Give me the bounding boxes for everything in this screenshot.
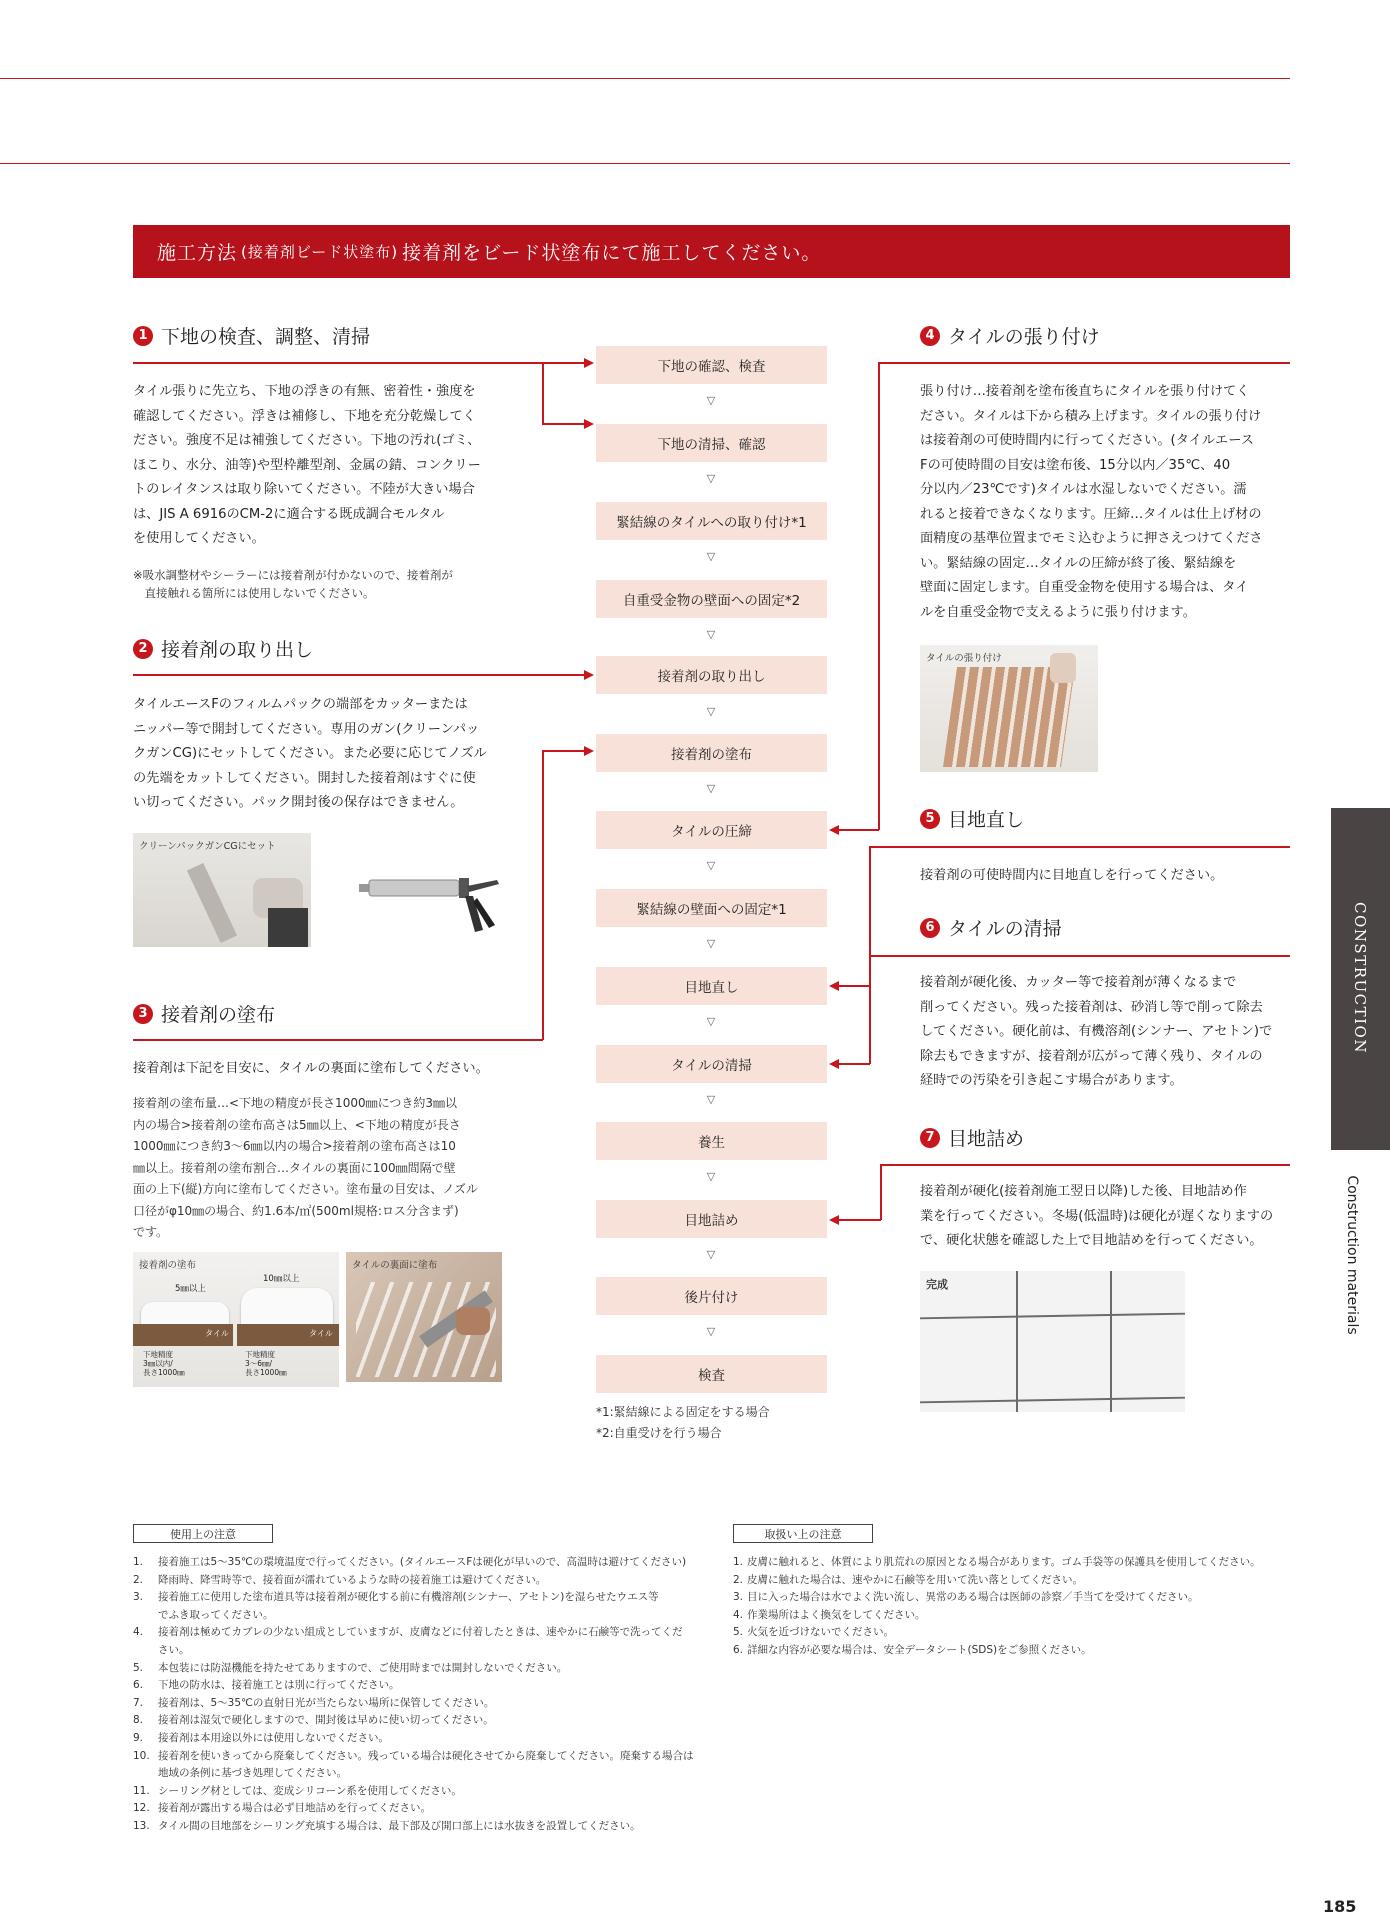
text-line: です。 — [133, 1225, 169, 1239]
list-item — [133, 1765, 713, 1783]
flow-step-6: 接着剤の塗布 — [596, 734, 827, 772]
accuracy-label-right: 下地精度 3～6㎜/ 長さ1000㎜ — [245, 1350, 287, 1377]
flow-step-13: 後片付け — [596, 1277, 827, 1315]
tile-label-right: タイル — [309, 1329, 333, 1338]
flow-arrow: ▽ — [706, 1248, 716, 1261]
section-3-connector — [133, 1039, 543, 1041]
section-6-arrow — [829, 1059, 839, 1069]
item-number: 4. — [733, 1608, 744, 1621]
note-line: 直接触れる箇所には使用しないでください。 — [133, 586, 375, 600]
section-5-number: 5 — [920, 809, 940, 829]
back-application-photo — [346, 1252, 502, 1382]
item-text: 地域の条例に基づき処理してください。 — [158, 1767, 347, 1780]
item-text: 接着施工に使用した塗布道具等は接着剤が硬化する前に有機溶剤(シンナー、アセトン)を湿らせたウエス等 — [158, 1591, 659, 1604]
item-number: 8. — [133, 1714, 144, 1727]
section-1-number: 1 — [133, 326, 153, 346]
item-number: 5. — [733, 1626, 744, 1639]
section-4-arrow — [829, 825, 839, 835]
top-rule-2 — [0, 163, 1290, 164]
section-3-body — [133, 1093, 523, 1244]
list-item — [133, 1624, 713, 1642]
flow-arrow: ▽ — [706, 782, 716, 795]
flow-arrow: ▽ — [706, 394, 716, 407]
flow-step-14: 検査 — [596, 1355, 827, 1393]
hand-shape-2 — [456, 1307, 490, 1335]
list-item — [133, 1783, 713, 1801]
item-number: 2. — [733, 1573, 744, 1586]
section-1-connector-2 — [542, 423, 585, 425]
section-1-connector — [133, 362, 585, 364]
section-4-body — [920, 380, 1295, 625]
list-item — [133, 1818, 713, 1836]
section-3-connector-vertical — [542, 750, 544, 1040]
item-text: 接着剤は、5～35℃の直射日光が当たらない場所に保管してください。 — [158, 1696, 495, 1709]
section-3-connector-2 — [542, 750, 585, 752]
section-5-title: 目地直し — [948, 809, 1025, 831]
item-number — [133, 1765, 158, 1783]
gun-tube-shape — [187, 863, 237, 943]
bead-shape-left — [141, 1302, 229, 1324]
section-6-heading — [920, 914, 1062, 941]
text-line: 確認してください。浮きは補修し、下地を充分乾燥してく — [133, 408, 476, 424]
text-line: 壁面に固定します。自重受金物を使用する場合は、タイ — [920, 580, 1249, 595]
section-3-title: 接着剤の塗布 — [161, 1004, 276, 1026]
hand-shape-3 — [1050, 653, 1076, 683]
text-line: Fの可使時間の目安は塗布後、15分以内／35℃、40 — [920, 457, 1231, 473]
flow-arrow: ▽ — [706, 1015, 716, 1028]
item-number: 3. — [133, 1591, 144, 1604]
flow-footnote-2: *2:自重受けを行う場合 — [596, 1426, 722, 1440]
section-6-connector-vertical — [869, 955, 871, 1064]
handling-notice-list — [733, 1554, 1293, 1660]
list-item — [733, 1624, 1293, 1642]
back-application-photo-label: タイルの裏面に塗布 — [352, 1260, 438, 1271]
item-text: 詳細な内容が必要な場合は、安全データシート(SDS)をご参照ください。 — [747, 1643, 1092, 1656]
text-line: 分以内／23℃です)タイルは水湿しないでください。濡 — [920, 482, 1247, 497]
item-text: 接着施工は5～35℃の環境温度で行ってください。(タイルエースFは硬化が早いので、高温時は避けてください) — [158, 1556, 687, 1568]
item-text: 皮膚に触れると、体質により肌荒れの原因となる場合があります。ゴム手袋等の保護具を使用してください。 — [747, 1556, 1261, 1568]
text-line: ほこり、水分、油等)や型枠離型剤、金属の錆、コンクリー — [133, 457, 481, 473]
grout-line-h2 — [920, 1397, 1185, 1404]
item-text: でふき取ってください。 — [158, 1608, 274, 1621]
item-number: 4. — [133, 1626, 144, 1639]
text-line: 接着剤が硬化(接着剤施工翌日以降)した後、目地詰め作 — [920, 1184, 1247, 1199]
section-5-connector — [869, 846, 1290, 848]
item-number: 10. — [133, 1749, 150, 1762]
item-number: 9. — [133, 1731, 144, 1744]
text-line: い。緊結線の固定…タイルの圧締が終了後、緊結線を — [920, 555, 1237, 571]
text-line: 経時での汚染を引き起こす場合があります。 — [920, 1073, 1183, 1088]
height-label-10mm: 10㎜以上 — [263, 1274, 300, 1284]
item-number: 6. — [733, 1643, 744, 1656]
section-1-connector-vertical — [542, 362, 544, 424]
text-line: 張り付け…接着剤を塗布後直ちにタイルを張り付けてく — [920, 384, 1250, 399]
text-line: タイル張りに先立ち、下地の浮きの有無、密着性・強度を — [133, 384, 476, 399]
section-banner — [133, 225, 1290, 278]
text-line: ださい。タイルは下から積み上げます。タイルの張り付け — [920, 408, 1262, 424]
application-height-illustration — [133, 1252, 339, 1387]
section-3-intro: 接着剤は下記を目安に、タイルの裏面に塗布してください。 — [133, 1061, 489, 1076]
text-line: で、硬化状態を確認した上で目地詰めを行ってください。 — [920, 1233, 1263, 1248]
text-line: 口径がφ10㎜の場合、約1.6本/㎡(500ml規格:ロス分含まず) — [133, 1203, 459, 1218]
text-line: タイルエースFのフィルムパックの端部をカッターまたは — [133, 697, 468, 712]
list-item — [133, 1660, 713, 1678]
flow-footnote-1: *1:緊結線による固定をする場合 — [596, 1405, 770, 1419]
text-line: を使用してください。 — [133, 531, 265, 546]
section-4-connector — [878, 362, 1290, 364]
flow-step-7: タイルの圧締 — [596, 811, 827, 849]
list-item — [133, 1554, 713, 1572]
grout-line-v2 — [1110, 1271, 1112, 1412]
flow-step-10: タイルの清掃 — [596, 1045, 827, 1083]
section-6-title: タイルの清掃 — [948, 918, 1062, 940]
flow-step-12: 目地詰め — [596, 1200, 827, 1238]
item-number: 11. — [133, 1784, 150, 1797]
text-line: 削ってください。残った接着剤は、砂消し等で削って除去 — [920, 999, 1263, 1015]
list-item — [133, 1642, 713, 1660]
section-1-heading — [133, 322, 370, 349]
flow-step-11: 養生 — [596, 1122, 827, 1160]
gun-setting-photo-label: クリーンパックガンCGにセット — [139, 841, 276, 852]
section-7-number: 7 — [920, 1128, 940, 1148]
text-line: ルを自重受金物で支えるように張り付けます。 — [920, 604, 1196, 620]
section-2-arrow — [584, 670, 594, 680]
flow-step-3: 緊結線のタイルへの取り付け*1 — [596, 502, 827, 540]
text-line: れると接着できなくなります。圧締…タイルは仕上げ材の — [920, 506, 1262, 522]
flow-arrow: ▽ — [706, 550, 716, 563]
item-text: 接着剤は湿気で硬化しますので、開封後は早めに使い切ってください。 — [158, 1714, 494, 1727]
section-3-number: 3 — [133, 1004, 153, 1024]
list-item — [133, 1695, 713, 1713]
list-item — [733, 1554, 1293, 1572]
item-number: 1. — [133, 1556, 144, 1568]
flow-arrow: ▽ — [706, 1170, 716, 1183]
banner-title-main: 施工方法 — [157, 242, 238, 264]
list-item — [133, 1572, 713, 1590]
section-4-connector-vertical — [878, 362, 880, 830]
section-1-title: 下地の検査、調整、清掃 — [161, 326, 371, 348]
item-text: 火気を近づけないでください。 — [747, 1626, 894, 1639]
grout-line-h1 — [920, 1313, 1185, 1320]
usage-notice-label: 使用上の注意 — [133, 1524, 273, 1543]
sleeve-shape — [268, 908, 308, 947]
item-text: 下地の防水は、接着施工とは別に行ってください。 — [158, 1679, 400, 1692]
text-line: トのレイタンスは取り除いてください。不陸が大きい場合 — [133, 482, 475, 497]
item-text: 降雨時、降雪時等で、接着面が濡れているような時の接着施工は避けてください。 — [158, 1573, 547, 1586]
banner-title-rest: 接着剤をビード状塗布にて施工してください。 — [402, 242, 822, 264]
list-item — [133, 1730, 713, 1748]
section-3-heading — [133, 1000, 275, 1027]
item-number: 12. — [133, 1802, 150, 1815]
flow-arrow: ▽ — [706, 1325, 716, 1338]
list-item — [133, 1677, 713, 1695]
handling-notice-label: 取扱い上の注意 — [733, 1524, 873, 1543]
section-2-heading — [133, 635, 313, 662]
text-line: 除去もできますが、接着剤が広がって薄く残り、タイルの — [920, 1048, 1263, 1064]
item-text: さい。 — [158, 1643, 190, 1656]
item-text: 接着剤は本用途以外には使用しないでください。 — [158, 1731, 389, 1744]
item-text: 接着剤を使いきってから廃棄してください。残っている場合は硬化させてから廃棄してください。廃棄する場合は — [158, 1749, 694, 1762]
usage-notice-list — [133, 1554, 713, 1836]
item-text: 目に入った場合は水でよく洗い流し、異常のある場合は医師の診察／手当てを受けてください。 — [747, 1591, 1199, 1604]
list-item — [733, 1642, 1293, 1660]
section-3-arrow — [584, 746, 594, 756]
text-line: 面の上下(縦)方向に塗布してください。塗布量の目安は、ノズル — [133, 1182, 478, 1196]
flow-arrow: ▽ — [706, 472, 716, 485]
section-7-arrow — [829, 1215, 839, 1225]
section-4-connector-2 — [838, 829, 879, 831]
list-item — [133, 1800, 713, 1818]
list-item — [733, 1589, 1293, 1607]
item-text: 本包装には防湿機能を持たせてありますので、ご使用時までは開封しないでください。 — [158, 1661, 568, 1674]
height-label-5mm: 5㎜以上 — [175, 1284, 206, 1294]
item-text: シーリング材としては、変成シリコーン系を使用してください。 — [158, 1784, 462, 1797]
section-2-title: 接着剤の取り出し — [161, 639, 314, 661]
text-line: 内の場合>接着剤の塗布高さは5㎜以上、<下地の精度が長さ — [133, 1117, 461, 1132]
text-line: 接着剤の塗布量…<下地の精度が長さ1000㎜につき約3㎜以 — [133, 1096, 457, 1110]
tile-label-left: タイル — [205, 1329, 229, 1338]
item-number: 3. — [733, 1591, 744, 1604]
item-number: 2. — [133, 1573, 144, 1586]
item-text: 接着剤が露出する場合は必ず目地詰めを行ってください。 — [158, 1802, 431, 1815]
banner-title-sub: (接着剤ビード状塗布) — [241, 243, 399, 261]
text-line: ださい。強度不足は補強してください。下地の汚れ(ゴミ、 — [133, 433, 481, 448]
item-number — [133, 1607, 158, 1625]
item-number — [133, 1642, 158, 1660]
flow-arrow: ▽ — [706, 628, 716, 641]
flow-step-2: 下地の清掃、確認 — [596, 424, 827, 462]
text-line: 接着剤が硬化後、カッター等で接着剤が薄くなるまで — [920, 975, 1237, 990]
section-2-number: 2 — [133, 639, 153, 659]
text-line: の先端をカットしてください。開封した接着剤はすぐに使 — [133, 770, 476, 786]
tile-placement-photo-label: タイルの張り付け — [926, 653, 1002, 664]
flow-step-9: 目地直し — [596, 967, 827, 1005]
flow-step-5: 接着剤の取り出し — [596, 656, 827, 694]
flow-arrow: ▽ — [706, 705, 716, 718]
accuracy-label-left: 下地精度 3㎜以内/ 長さ1000㎜ — [143, 1350, 185, 1377]
text-line: ㎜以上。接着剤の塗布割合…タイルの裏面に100㎜間隔で壁 — [133, 1160, 456, 1175]
section-4-title: タイルの張り付け — [948, 326, 1100, 348]
top-rule-1 — [0, 78, 1290, 79]
section-1-note — [133, 566, 513, 602]
text-line: 面精度の基準位置までモミ込むように押さえつけてくださ — [920, 531, 1263, 546]
side-category-sub-label: Construction materials — [1344, 1175, 1360, 1335]
flow-arrow: ▽ — [706, 1093, 716, 1106]
section-5-connector-2 — [838, 985, 870, 987]
section-5-heading — [920, 805, 1024, 832]
item-number: 5. — [133, 1661, 144, 1674]
section-5-arrow — [829, 981, 839, 991]
item-text: タイル間の目地部をシーリング充填する場合は、最下部及び開口部上には水抜きを設置してください。 — [158, 1819, 641, 1832]
text-line: 1000㎜につき約3～6㎜以内の場合>接着剤の塗布高さは10 — [133, 1139, 456, 1153]
section-2-body — [133, 693, 513, 816]
section-7-body — [920, 1180, 1295, 1254]
tile-placement-photo — [920, 645, 1098, 772]
note-line: ※吸水調整材やシーラーには接着剤が付かないので、接着剤が — [133, 568, 453, 582]
section-4-heading — [920, 322, 1100, 349]
flow-step-1: 下地の確認、検査 — [596, 346, 827, 384]
completed-photo-label: 完成 — [926, 1278, 948, 1291]
text-line: クガンCG)にセットしてください。また必要に応じてノズル — [133, 746, 487, 761]
section-6-connector-2 — [838, 1063, 870, 1065]
text-line: ニッパー等で開封してください。専用のガン(クリーンパッ — [133, 721, 480, 737]
text-line: い切ってください。パック開封後の保存はできません。 — [133, 795, 464, 810]
grout-line-v1 — [1016, 1271, 1018, 1412]
text-line: は接着剤の可使時間内に行ってください。(タイルエース — [920, 433, 1254, 448]
flow-arrow: ▽ — [706, 937, 716, 950]
section-1-arrow-2 — [584, 419, 594, 429]
section-7-heading — [920, 1124, 1024, 1151]
section-6-connector — [869, 955, 1290, 957]
section-7-connector-2 — [838, 1219, 881, 1221]
list-item — [133, 1607, 713, 1625]
item-number: 7. — [133, 1696, 144, 1709]
section-6-body — [920, 971, 1295, 1094]
text-line: 業を行ってください。冬場(低温時)は硬化が遅くなりますの — [920, 1208, 1274, 1224]
list-item — [733, 1572, 1293, 1590]
section-7-connector — [880, 1164, 1290, 1166]
list-item — [133, 1748, 713, 1766]
item-number: 6. — [133, 1679, 144, 1692]
section-4-number: 4 — [920, 326, 940, 346]
item-number: 1. — [733, 1556, 744, 1568]
section-6-number: 6 — [920, 918, 940, 938]
section-1-body — [133, 380, 513, 552]
text-line: してください。硬化前は、有機溶剤(シンナー、アセトン)で — [920, 1024, 1273, 1039]
section-1-arrow — [584, 358, 594, 368]
item-text: 皮膚に触れた場合は、速やかに石鹸等を用いて洗い落としてください。 — [747, 1573, 1083, 1586]
caulking-gun-icon — [357, 870, 507, 945]
application-illustration-label: 接着剤の塗布 — [139, 1260, 197, 1271]
item-text: 作業場所はよく換気をしてください。 — [747, 1608, 926, 1621]
bead-shape-right — [241, 1288, 333, 1324]
item-number: 13. — [133, 1819, 150, 1832]
flow-arrow: ▽ — [706, 859, 716, 872]
section-7-title: 目地詰め — [948, 1128, 1025, 1150]
completed-tiles-photo — [920, 1271, 1185, 1412]
flow-step-8: 緊結線の壁面への固定*1 — [596, 889, 827, 927]
section-2-connector — [133, 674, 585, 676]
section-7-connector-vertical — [880, 1164, 882, 1220]
side-category-label: CONSTRUCTION — [1351, 902, 1369, 1054]
gun-setting-photo — [133, 833, 311, 947]
list-item — [733, 1607, 1293, 1625]
text-line: は、JIS A 6916のCM-2に適合する既成調合モルタル — [133, 506, 445, 522]
page-number: 185 — [1323, 1897, 1357, 1916]
section-5-body: 接着剤の可使時間内に目地直しを行ってください。 — [920, 868, 1224, 883]
list-item — [133, 1589, 713, 1607]
flow-step-4: 自重受金物の壁面への固定*2 — [596, 580, 827, 618]
list-item — [133, 1712, 713, 1730]
item-text: 接着剤は極めてカブレの少ない組成としていますが、皮膚などに付着したときは、速やかに石鹸等で洗ってくだ — [158, 1626, 683, 1639]
